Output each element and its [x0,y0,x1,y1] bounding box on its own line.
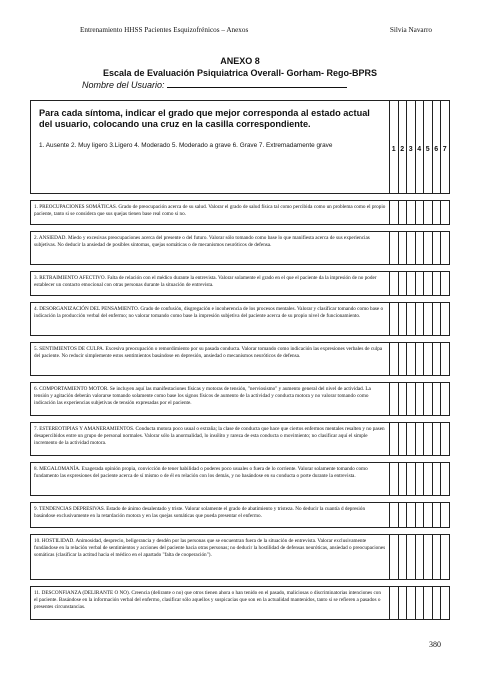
title-block [0,56,480,91]
rating-grid [390,382,458,416]
rating-box-3[interactable] [407,200,416,225]
rating-box-1[interactable] [390,382,399,416]
scale-number-4: 4 [416,100,425,194]
user-name-row [0,79,480,91]
rating-grid [390,200,458,225]
rating-box-5[interactable] [424,586,433,620]
item-row [30,302,480,336]
item-text: 1. PREOCUPACIONES SOMÁTICAS. Grado de preocupación acerca de su salud. Valorar el grado de salud física tal como percibida como un problema como el propio paciente, tanto si se considera que sus quejas tienen base real como si no. [30,200,390,225]
rating-box-5[interactable] [424,462,433,496]
page-header [80,26,440,38]
rating-box-2[interactable] [399,302,408,336]
rating-box-6[interactable] [433,231,442,265]
item-text: 9. TENDENCIAS DEPRESIVAS. Estado de ánimo desalentado y triste. Valorar solamente el grado de abatimiento y tristeza. No deducir la cuantía d depresión basándose exclusivamente en la retardación motora y en las quejas somáticas que pueda presentar el enfermo. [30,502,390,528]
rating-box-4[interactable] [416,342,425,376]
rating-box-7[interactable] [441,342,450,376]
rating-box-4[interactable] [416,302,425,336]
rating-box-1[interactable] [390,271,399,296]
rating-box-2[interactable] [399,342,408,376]
user-name-label: Nombre del Usuario: [82,80,165,90]
rating-grid [390,586,458,620]
rating-grid [390,422,458,456]
instructions-title: Para cada síntoma, indicar el grado que mejor corresponda al estado actual del usuario, colocando una cruz en la casilla correspondiente. [39,108,370,129]
rating-box-7[interactable] [441,231,450,265]
rating-box-2[interactable] [399,502,408,528]
rating-box-7[interactable] [441,200,450,225]
rating-box-5[interactable] [424,271,433,296]
scale-header [390,100,458,194]
rating-box-3[interactable] [407,271,416,296]
item-row [30,342,480,376]
rating-box-7[interactable] [441,502,450,528]
rating-box-5[interactable] [424,502,433,528]
rating-box-6[interactable] [433,502,442,528]
scale-number-2: 2 [399,100,408,194]
rating-box-5[interactable] [424,422,433,456]
rating-box-6[interactable] [433,302,442,336]
rating-box-6[interactable] [433,462,442,496]
rating-box-6[interactable] [433,342,442,376]
header-left-text: Entrenamiento HHSS Pacientes Esquizofrénicos – Anexos [80,26,249,34]
rating-box-7[interactable] [441,382,450,416]
item-text: 3. RETRAIMIENTO AFECTIVO. Falta de relación con el médico durante la entrevista. Valorar solamente el grado en el que el paciente da la impresión de no poder establecer un contacto emocional con otras personas durante la situación de entrevista. [30,271,390,296]
rating-box-5[interactable] [424,382,433,416]
rating-box-1[interactable] [390,342,399,376]
rating-box-4[interactable] [416,534,425,580]
rating-grid [390,534,458,580]
rating-box-5[interactable] [424,302,433,336]
rating-box-1[interactable] [390,502,399,528]
item-text: 2. ANSIEDAD. Miedo y excesivas preocupaciones acerca del presente o del futuro. Valorar sólo tomando como base lo que manifiesta acerca de sus experiencias subjetivas. No deducir la ansiedad de posibles síntomas, quejas somáticas o de mecanismos neuróticos de defensa. [30,231,390,265]
item-text: 10. HOSTILIDAD. Animosidad, desprecio, beligerancia y desdén por las personas que se encuentran fuera de la situación de entrevista. Valorar exclusivamente fundándose en la relación verbal de sentimientos y acciones del paciente hacia otras personas; no deducir la hostilidad de defensas neuróticas, ansiedad o preocupaciones somáticas (clasificar la actitud hacia el médico en el apartado "falta de cooperación"). [30,534,390,580]
rating-box-6[interactable] [433,200,442,225]
rating-box-3[interactable] [407,502,416,528]
rating-box-1[interactable] [390,302,399,336]
rating-box-3[interactable] [407,302,416,336]
item-text: 5. SENTIMIENTOS DE CULPA. Excesiva preocupación o remordimiento por su pasada conducta. Valorar tomando como indicación las expresiones verbales de culpa del paciente. No reducir simplemente estos sentimientos basándose en depresión, ansiedad o mecanismos neuróticos de defensa. [30,342,390,376]
rating-grid [390,271,458,296]
rating-box-3[interactable] [407,382,416,416]
rating-box-1[interactable] [390,462,399,496]
page-number: 380 [429,640,441,649]
annex-title: ANEXO 8 [220,56,260,66]
rating-form [30,100,480,626]
rating-box-5[interactable] [424,231,433,265]
user-name-field[interactable] [167,79,347,88]
rating-box-3[interactable] [407,534,416,580]
rating-box-7[interactable] [441,271,450,296]
scale-number-1: 1 [390,100,399,194]
rating-box-5[interactable] [424,534,433,580]
item-text: 4. DESORGANIZACIÓN DEL PENSAMIENTO. Grado de confusión, disgregación e incoherencia de los procesos mentales. Valorar y clasificar tomando como base o indicación la producción verbal del enfermo; no valorar tomando como base la impresión subjetiva del paciente acerca de su propio nivel de funcionamiento. [30,302,390,336]
scale-number-3: 3 [407,100,416,194]
rating-box-4[interactable] [416,502,425,528]
scale-number-7: 7 [441,100,450,194]
rating-box-5[interactable] [424,342,433,376]
item-text: 6. COMPORTAMIENTO MOTOR. Se incluyen aquí las manifestaciones físicas y motoras de tensión, "nerviosismo" y aumento general del nivel de actividad. La tensión y agitación deberán valorarse tomando solamente como base los signos físicos de aumento de la actividad y conducta motora y no valorar tomando como indicación las experiencias subjetivas de tensión expresadas por el paciente. [30,382,390,416]
item-row [30,382,480,416]
rating-grid [390,302,458,336]
instructions-row [30,100,480,194]
rating-box-4[interactable] [416,382,425,416]
rating-grid [390,502,458,528]
header-author: Silvia Navarro [389,26,432,34]
item-text: 7. ESTEREOTIPIAS Y AMANERAMIENTOS. Conducta motora poco usual o extraña; la clase de conducta que hace que ciertos enfermos mentales resalten y no pasen desapercibidos entre un grupo de personal normales. Valorar sólo la anormalidad, lo insólito y rareza de esta conducta o movimiento; no clasificar aquí el simple incremento de la actividad motora. [30,422,390,456]
item-row [30,422,480,456]
rating-box-3[interactable] [407,231,416,265]
rating-box-5[interactable] [424,200,433,225]
scale-number-5: 5 [424,100,433,194]
rating-box-3[interactable] [407,462,416,496]
rating-box-3[interactable] [407,342,416,376]
rating-box-7[interactable] [441,462,450,496]
rating-box-2[interactable] [399,422,408,456]
rating-box-3[interactable] [407,422,416,456]
item-row [30,586,480,620]
rating-box-2[interactable] [399,382,408,416]
rating-box-2[interactable] [399,271,408,296]
item-row [30,231,480,265]
rating-box-1[interactable] [390,534,399,580]
item-row [30,534,480,580]
scale-legend: 1. Ausente 2. Muy ligero 3.Ligero 4. Moderado 5. Moderado a grave 6. Grave 7. Extremadamente grave [39,142,333,149]
rating-box-4[interactable] [416,271,425,296]
rating-box-7[interactable] [441,302,450,336]
rating-grid [390,231,458,265]
scale-number-6: 6 [433,100,442,194]
rating-box-4[interactable] [416,231,425,265]
rating-box-1[interactable] [390,231,399,265]
rating-box-7[interactable] [441,534,450,580]
rating-box-4[interactable] [416,586,425,620]
rating-box-4[interactable] [416,200,425,225]
rating-box-1[interactable] [390,586,399,620]
rating-box-2[interactable] [399,586,408,620]
rating-box-1[interactable] [390,422,399,456]
rating-box-7[interactable] [441,586,450,620]
instructions-cell [30,100,390,194]
rating-box-2[interactable] [399,534,408,580]
rating-box-4[interactable] [416,462,425,496]
item-row [30,462,480,496]
rating-box-2[interactable] [399,200,408,225]
items-list [30,200,480,620]
rating-box-2[interactable] [399,462,408,496]
rating-box-1[interactable] [390,200,399,225]
rating-box-7[interactable] [441,422,450,456]
item-row [30,271,480,296]
rating-grid [390,342,458,376]
rating-box-3[interactable] [407,586,416,620]
scale-title: Escala de Evaluación Psiquiatrica Overall- Gorham- Rego-BPRS [102,68,378,78]
rating-box-6[interactable] [433,586,442,620]
rating-box-6[interactable] [433,422,442,456]
item-text: 8. MEGALOMANÍA. Exagerada opinión propia, convicción de tener habilidad o poderes poco usuales o fuera de lo corriente. Valorar solamente tomando como fundamento las expresiones del paciente acerca de sí mismo o de él en relación con los demás, y no basándose en su conducta o porte durante la entrevista. [30,462,390,496]
rating-box-4[interactable] [416,422,425,456]
rating-grid [390,462,458,496]
rating-box-6[interactable] [433,534,442,580]
rating-box-6[interactable] [433,382,442,416]
rating-box-2[interactable] [399,231,408,265]
item-text: 11. DESCONFIANZA (DELIRANTE O NO). Creencia (delirante o no) que otros tienen ahora o han tenido en el pasado, maliciosas o discriminatorias intenciones con el paciente. Basándose en la información verbal del enfermo, clasificar sólo aquellos y suspicacias que son en la actualidad mantenidos, tanto si se refieren a pasados o presentes circunstancias. [30,586,390,620]
item-row [30,200,480,225]
rating-box-6[interactable] [433,271,442,296]
item-row [30,502,480,528]
